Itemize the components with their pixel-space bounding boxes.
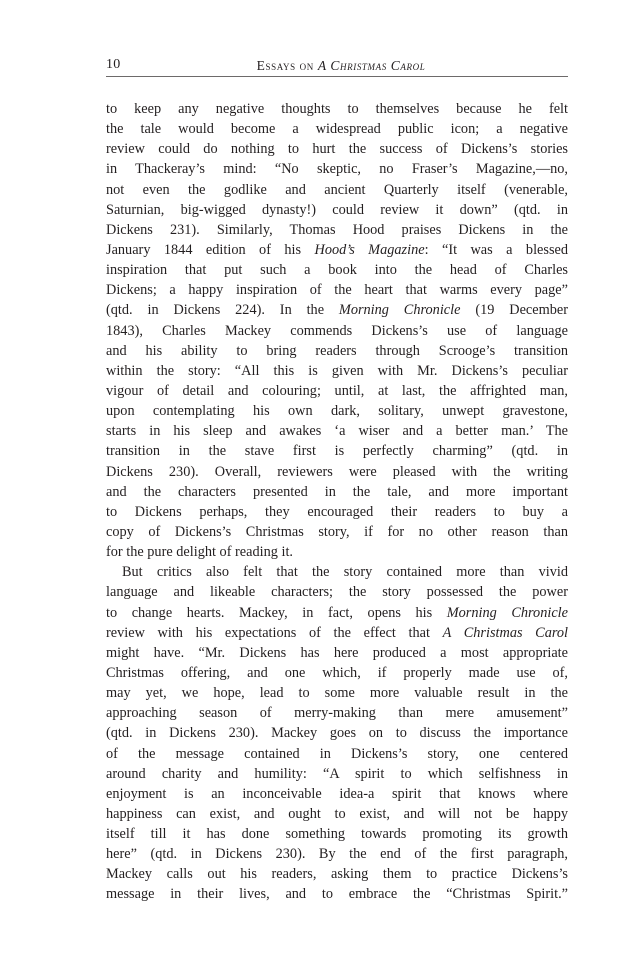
text-run: to change hearts. Mackey, in fact, opens his — [106, 604, 447, 621]
text-line: upon contemplating his own dark, solitary, unwept gravestone, — [106, 403, 568, 420]
text-line: in Thackeray’s mind: “No skeptic, no Fraser’s Magazine,—no, — [106, 161, 568, 178]
text-line: transition in the stave first is perfectly charming” (qtd. in — [106, 443, 568, 460]
italic-title: Morning Chronicle — [446, 604, 568, 621]
italic-title: Morning Chronicle — [338, 302, 461, 319]
text-line: for the pure delight of reading it. — [106, 544, 293, 561]
text-line: starts in his sleep and awakes ‘a wiser and a better man.’ The — [106, 423, 568, 440]
text-line — [106, 240, 568, 260]
text-line: language and likeable characters; the story possessed the power — [106, 584, 568, 601]
text-line: within the story: “All this is given with Mr. Dickens’s peculiar — [106, 362, 568, 379]
text-line: Dickens 231). Similarly, Thomas Hood praises Dickens in the — [106, 221, 568, 238]
text-run: (19 December — [460, 302, 568, 319]
text-line: not even the godlike and ancient Quarterly itself (venerable, — [106, 181, 568, 198]
page-number: 10 — [106, 57, 121, 72]
text-line: Saturnian, big-wigged dynasty!) could review it down” (qtd. in — [106, 201, 568, 218]
text-line: to keep any negative thoughts to themselves because he felt — [106, 101, 568, 117]
text-line: review could do nothing to hurt the success of Dickens’s stories — [106, 141, 568, 158]
text-line: But critics also felt that the story contained more than vivid — [122, 564, 568, 581]
text-line: and the characters presented in the tale, and more important — [106, 483, 568, 500]
text-line: the tale would become a widespread public icon; a negative — [106, 121, 568, 138]
italic-title: A Christmas Carol — [442, 624, 568, 641]
text-line: enjoyment is an inconceivable idea-a spirit that knows where — [106, 785, 568, 802]
running-title-italic: A Christmas Carol — [317, 58, 426, 73]
text-line: approaching season of merry-making than mere amusement” — [106, 705, 568, 722]
text-line: Dickens 230). Overall, reviewers were pleased with the writing — [106, 463, 568, 480]
running-title — [106, 58, 568, 74]
text-line: inspiration that put such a book into the head of Charles — [106, 262, 568, 279]
running-header — [106, 54, 568, 77]
text-line — [106, 603, 568, 623]
running-title-prefix: Essays on — [256, 58, 318, 73]
text-line: itself till it has done something towards promoting its growth — [106, 826, 568, 843]
text-line: may yet, we hope, lead to some more valuable result in the — [106, 685, 568, 702]
text-run: review with his expectations of the effect that — [106, 624, 443, 641]
text-line: around charity and humility: “A spirit to which selfishness in — [106, 765, 568, 782]
text-line: Mackey calls out his readers, asking them to practice Dickens’s — [106, 866, 568, 883]
text-run: : “It was a blessed — [424, 241, 568, 258]
text-line: of the message contained in Dickens’s story, one centered — [106, 745, 568, 762]
italic-title: Hood’s Magazine — [314, 241, 425, 258]
text-line: Dickens; a happy inspiration of the heart that warms every page” — [106, 282, 568, 299]
text-line: to Dickens perhaps, they encouraged their readers to buy a — [106, 503, 568, 520]
text-line: might have. “Mr. Dickens has here produced a most appropriate — [106, 644, 568, 661]
text-line — [106, 300, 568, 320]
text-line: (qtd. in Dickens 230). Mackey goes on to discuss the importance — [106, 725, 568, 742]
text-line: Christmas offering, and one which, if properly made use of, — [106, 664, 568, 681]
body-text — [106, 99, 568, 905]
text-run: (qtd. in Dickens 224). In the — [106, 302, 339, 319]
text-line: message in their lives, and to embrace the “Christmas Spirit.” — [106, 886, 568, 903]
text-line: here” (qtd. in Dickens 230). By the end of the first paragraph, — [106, 846, 568, 863]
text-line: copy of Dickens’s Christmas story, if for no other reason than — [106, 523, 568, 540]
text-line: happiness can exist, and ought to exist, and will not be happy — [106, 805, 568, 822]
text-line: and his ability to bring readers through Scrooge’s transition — [106, 342, 568, 359]
text-line — [106, 623, 568, 643]
text-run: January 1844 edition of his — [106, 241, 315, 258]
text-line: vigour of detail and colouring; until, at last, the affrighted man, — [106, 382, 568, 399]
text-line: 1843), Charles Mackey commends Dickens’s use of language — [106, 322, 568, 339]
